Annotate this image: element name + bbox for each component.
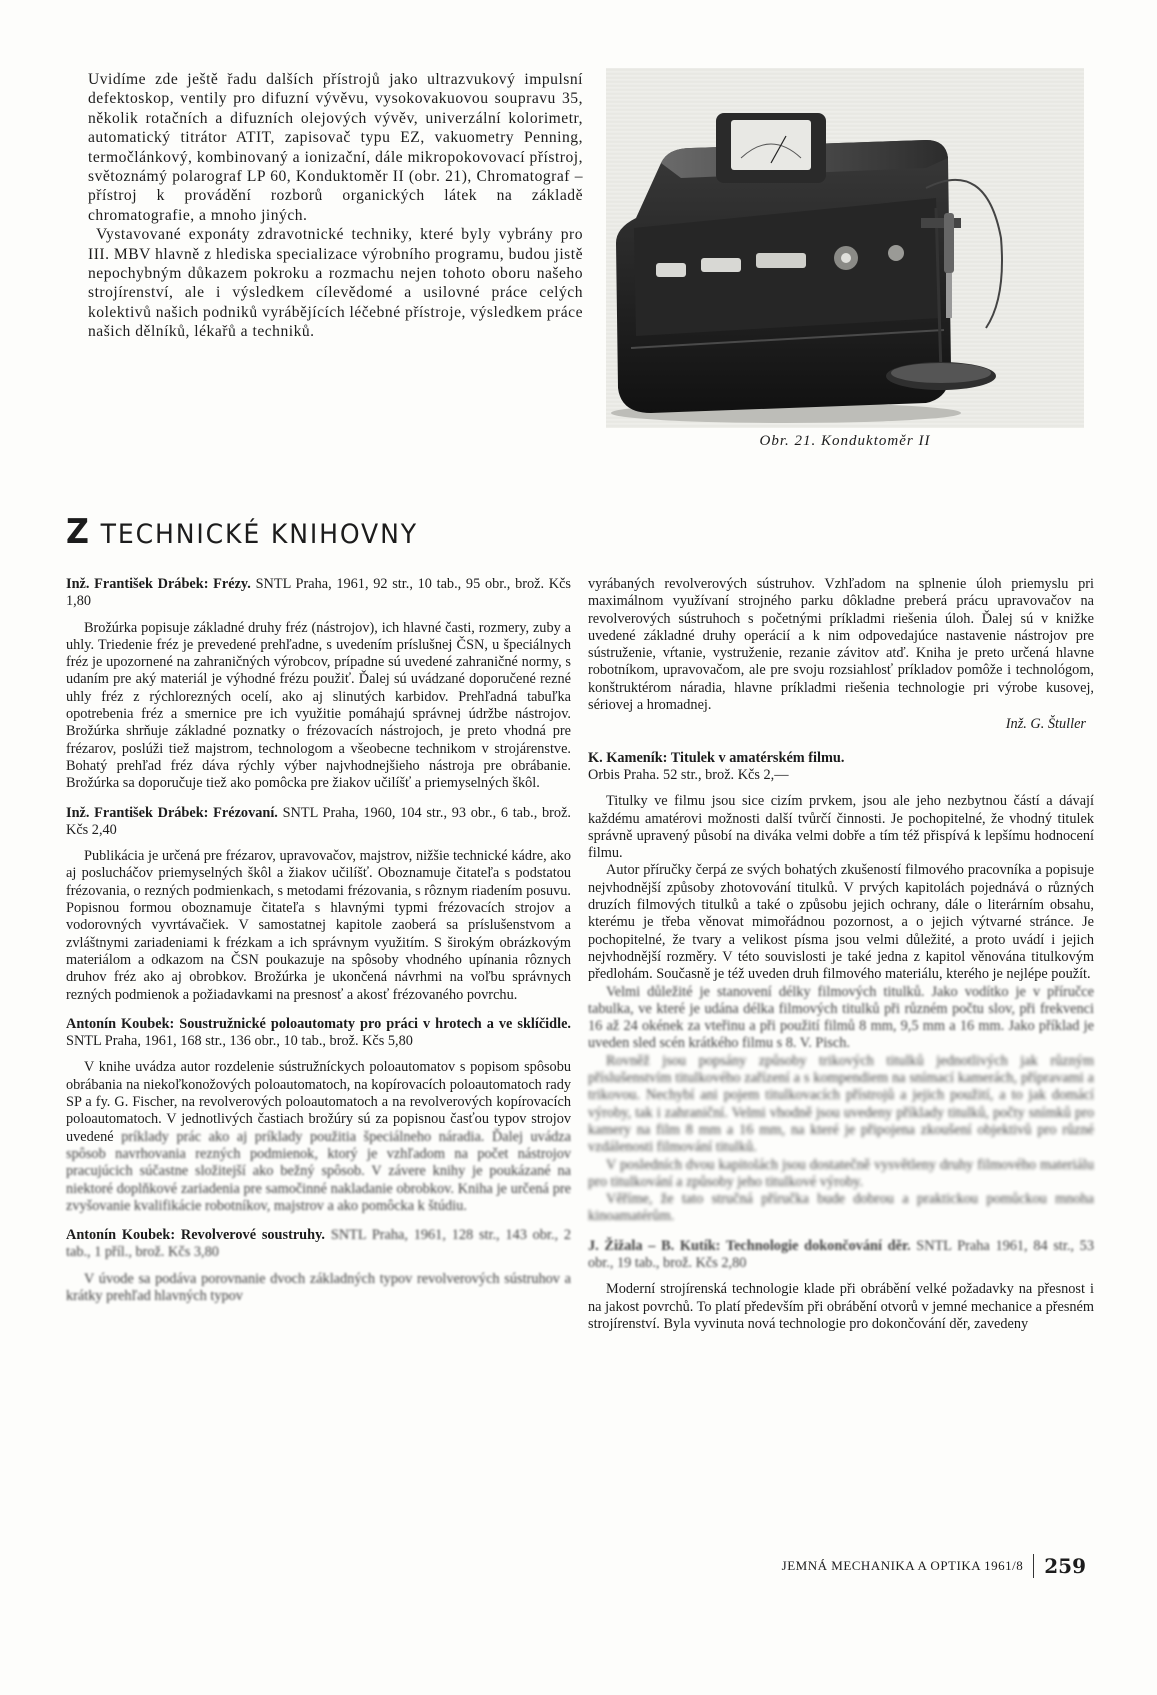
review-paragraph: Velmi důležité je stanovení délky filmových titulků. Jako vodítko je v příručce tabulka, ve které je udána délka filmových titulků při různém počtu slov, při frekvenci 16 až 24 okének za vteřinu a při použití filmů 8 mm, 9,5 mm a 16 mm. Jako příklad je uveden sled scén krátkého filmu s 8. V. Pisch. xyxy=(588,983,1094,1052)
review-body-faded: príklady prác ako aj príklady použitia špeciálneho náradia. Ďalej uvádza spôsob navrhovania rezných podmienok, ktorý je vzhľadom na počet nástrojov pracujúcich súčastne složitejší ako bežný spôsob. V závere knihy je poukázané na niektoré doplňkové zariadenia pre samočinné nakladanie obrobkov. Kniha je určená pre zvyšovanie kvalifikácie robotníkov, majstrov a ako pomôcka k štúdiu. xyxy=(66,1128,572,1214)
review-paragraph: V posledních dvou kapitolách jsou dostatečně vysvětleny druhy filmového materiálu pro titulkování a způsoby jeho titulkové výroby. xyxy=(588,1156,1094,1190)
review-header xyxy=(66,1016,571,1051)
footer-divider xyxy=(1033,1554,1034,1578)
review-header xyxy=(588,1238,1094,1273)
review-author: Inž. František Drábek: Frézovaní. xyxy=(66,804,278,821)
intro-paragraph-2: Vystavované exponáty zdravotnické techniky, které byly vybrány pro III. MBV hlavně z hlediska specializace výrobního programu, budou jistě nepochybným důkazem pokroku a rozmachu nejen tohoto oboru našeho strojírenství, ale i výsledkem cílevědomé a usilovné práce celých kolektivů našich podniků vyrábějících léčebné přístroje, výsledkem práce našich dělníků, lékařů a techniků. xyxy=(88,226,583,341)
review-body-clear: V knihe uvádza autor rozdelenie sústružníckych poloautomatov s popisom spôsobu obrábania na niekoľkonožových poloautomatoch, na kopírovacích poloautomatoch rady SP a fy. G. Fischer, na revolverových poloautomatoch a na revolverových kopírovacích poloautomatoch. V jednotlivých častiach brožúry sú za popisnou časťou typov strojov uvedené xyxy=(66,1059,571,1145)
review-body xyxy=(66,1059,571,1215)
review-paragraph: Titulky ve filmu jsou sice cizím prvkem, jsou ale jeho nezbytnou částí a dávají každému amatérovi možnosti další tvůrčí činnosti. Je pochopitelné, že vhodný titulek správně upravený působí na diváka velmi dobře a tím též přispívá k lepšímu hodnocení filmu. xyxy=(588,793,1094,862)
figure-caption: Obr. 21. Konduktoměr II xyxy=(759,433,931,449)
review-header xyxy=(66,805,571,840)
right-column xyxy=(588,576,1094,1345)
review-paragraph: Věříme, že tato stručná příručka bude dobrou a praktickou pomůckou mnoha kinoamatérům. xyxy=(588,1191,1094,1225)
review-body: Brožúrka popisuje základné druhy fréz (nástrojov), ich hlavné časti, rozmery, zuby a uhly. Triedenie fréz je prevedené prehľadne, s uvedením príslušnej ČSN, u špeciálnych fréz je upozornené na zahraničných výrobcov, prípadne sú uvedené zahraničné normy, s udaním pre aký materiál je výhodné frézu použiť. Ďalej sú uvádzané doporučené rezné uhly fréz z rýchlorezných ocelí, ako aj slinutých karbidov. Prehľadná tabuľka opotrebenia fréz a smernice pre ich využitie pomáhajú správnej údržbe nástrojov. Brožúrka shrňuje základné poznatky o frézovacích nástrojoch, je preto vhodná pre frézarov, poslúži tiež majstrom, technologom a všeobecne technikom v strojárenstve. Bohatý prehľad fréz dáva rýchly výber najvhodnejšieho nástroja pre obrábanie. Brožúrka sa doporučuje tiež ako pomôcka pre žiakov učilíšť a priemyselných škôl. xyxy=(66,619,571,792)
review-signature: Inž. G. Štuller xyxy=(1005,716,1086,733)
left-column xyxy=(66,576,571,1317)
review-titulek xyxy=(588,750,1094,1226)
review-revolverove xyxy=(66,1227,571,1305)
review-continuation xyxy=(588,576,1094,734)
review-author: Antonín Koubek: Revolverové soustruhy. xyxy=(66,1227,326,1244)
review-meta: SNTL Praha, 1961, 92 str., 10 tab., 95 obr., brož. Kčs 1,80 xyxy=(66,576,571,610)
intro-text xyxy=(88,70,583,342)
review-body: Moderní strojírenská technologie klade při obrábění velké požadavky na přesnost i na jakost povrchů. To platí především při obrábění otvorů v jemné mechanice a přesném strojírenství. Byla vyvinuta nová technologie pro dokončování děr, zavedeny xyxy=(588,1281,1094,1332)
continuation-text: vyrábaných revolverových sústruhov. Vzhľadom na splnenie úloh priemyslu pri maximálnom využívaní strojného parku dôkladne preberá prácu upravovačov na revolverových sústruhoch s početnými príkladmi riešenia úloh. Ďalej sú v knižke uvedené základné druhy operácií a k nim odpovedajúce nastavenie nástrojov pre sústruženie, vŕtanie, vystruženie, rezanie závitov atď. Kniha je preto určená hlavne robotníkom, upravovačom, ale pre svoju rozsiahlosť príkladov pomôže i technológom, konštruktérom náradia, hlavne príkladmi riešenia technologie pri výrobe kusovej, sériovej a hromadnej. xyxy=(588,576,1094,714)
review-author: Antonín Koubek: Soustružnické poloautomaty pro práci v hrotech a ve sklíčidle. xyxy=(66,1015,571,1032)
section-title xyxy=(66,512,418,552)
journal-name: JEMNÁ MECHANIKA A OPTIKA 1961/8 xyxy=(781,1558,1024,1573)
review-meta: SNTL Praha, 1961, 128 str., 143 obr., 2 tab., 1 příl., brož. Kčs 3,80 xyxy=(66,1227,571,1261)
review-meta: Orbis Praha. 52 str., brož. Kčs 2,— xyxy=(588,766,789,783)
review-author: J. Žižala – B. Kutík: Technologie dokončování děr. xyxy=(588,1237,911,1254)
review-meta: SNTL Praha 1961, 84 str., 53 obr., 19 tab., brož. Kčs 2,80 xyxy=(588,1237,1094,1271)
konduktometr-illustration xyxy=(606,68,1084,428)
review-body: Publikácia je určená pre frézarov, upravovačov, majstrov, nižšie technické kádre, ako aj poslucháčov priemyselných škôl a žiakov učilíšť. Oboznamuje čitateľa s podstatou frézovania, o rezných podmienkach, s metodami frézovania, s rôznym riadením posuvu. Popisnou formou oboznamuje čitateľa s hlavnými typmi frézovacích strojov a vodorovných vyvrtávačiek. V samostatnej kapitole zaoberá sa príslušenstvom a zvláštnymi zariadeniami k frézkam a ich správnym využitím. S širokým obrázkovým materiálom a odkazom na ČSN poukazuje na spôsoby vhodného upínania rôznych druhov fréz ako aj obrobkov. Brožúrka je ukončená návrhmi na voľbu správnych rezných podmienok a požiadavkami na presnosť a akosť frézovaného povrchu. xyxy=(66,848,571,1003)
review-technologie xyxy=(588,1238,1094,1333)
intro-paragraph-1: Uvidíme zde ještě řadu dalších přístrojů jako ultrazvukový impulsní defektoskop, ventily pro difuzní vývěvu, vysokovakuovou soupravu 35, několik rotačních a difuzních olejových vývěv, univerzální kolorimetr, automatický titrátor ATIT, zapisovač typu EZ, vakuometry Penning, termočlánkový, kombinovaný a ionizační, dále mikropokovovací přístroj, světoznámý polarograf LP 60, Konduktoměr II (obr. 21), Chromatograf – přístroj k provádění rozborů organických látek na základě chromatografie, a mnoho jiných. xyxy=(88,71,583,224)
review-meta: SNTL Praha, 1961, 168 str., 136 obr., 10 tab., brož. Kčs 5,80 xyxy=(66,1033,413,1050)
section-title-rest: TECHNICKÉ KNIHOVNY xyxy=(100,519,418,550)
review-author: Inž. František Drábek: Frézy. xyxy=(66,576,251,592)
review-body: V úvode sa podáva porovnanie dvoch základných typov revolverových sústruhov a krátky prehľad hlavných typov xyxy=(66,1270,571,1304)
review-paragraph: Autor příručky čerpá ze svých bohatých zkušeností filmového pracovníka a popisuje nejvhodnější způsoby zhotovování titulků. V prvých kapitolách pojednává o různých druzích filmových titulků a také o způsobu jejich ochrany, dále o literárním obsahu, kterému je třeba věnovat mimořádnou pozornost, a o jejich výtvarné stránce. Je pochopitelné, že tvary a velikost písma jsou velmi důležité, a proto uvádí i jejich nejvhodnější rozměry. V této souvislosti je také jedna z kapitol věnována titulkovým předlohám. Současně je též uveden druh filmového materiálu, kterého je nejlépe použít. xyxy=(588,862,1094,983)
page-footer xyxy=(776,1554,1086,1578)
review-frezy xyxy=(66,576,571,793)
page-number: 259 xyxy=(1044,1554,1086,1578)
section-title-initial: Z xyxy=(66,512,91,552)
review-header xyxy=(66,1227,571,1262)
review-frezovani xyxy=(66,805,571,1004)
review-author: K. Kameník: Titulek v amatérském filmu. xyxy=(588,749,845,766)
review-meta: SNTL Praha, 1960, 104 str., 93 obr., 6 tab., brož. Kčs 2,40 xyxy=(66,804,572,838)
review-header xyxy=(588,750,1094,785)
figure-konduktometr-photo xyxy=(606,68,1084,428)
review-poloautomaty xyxy=(66,1016,571,1215)
review-paragraph: Rovněž jsou popsány způsoby trikových titulků jednotlivých jak různým příslušenstvím titulkového zařízení a s kompendiem na snímací kamerách, přípravami a trikovou. Nechybí ani pojem titulkovacích přístrojů a jejich použití, a to jak domácí výroby, tak i zahraniční. Velmi vhodně jsou uvedeny příklady titulků, počty snímků pro kamery na film 8 mm a 16 mm, na které je připojena zkoušení objektivů pro různé vzdálenosti filmování titulků. xyxy=(588,1052,1094,1156)
review-header xyxy=(66,576,571,611)
